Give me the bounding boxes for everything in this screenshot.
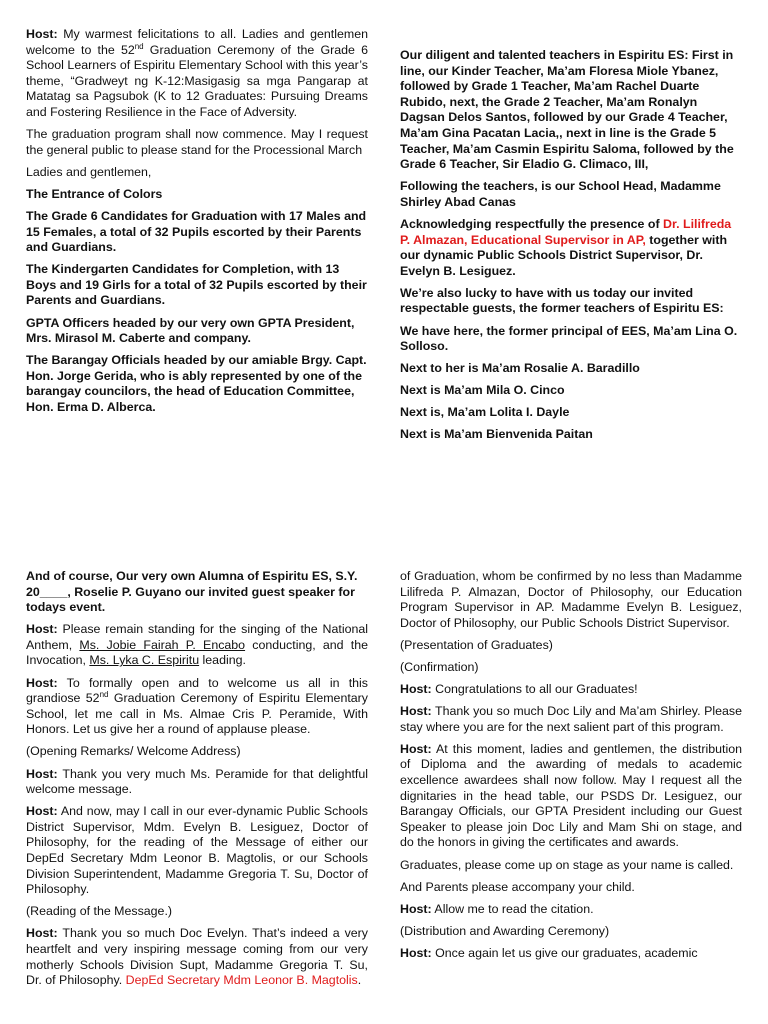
name-conductor: Ms. Jobie Fairah P. Encabo (79, 637, 246, 652)
paragraph-teachers: Our diligent and talented teachers in Espiritu ES: First in line, our Kinder Teacher, Ma’am Floresa Miole Ybanez, followed by Grade 1 Teacher, Ma’am Rachel Duarte Rubido, next, the Grade 2 Teacher, Ma’am Ronalyn Dagsan Delos Santos, followed by our Grade 4 Teacher, Ma’am Gina Pacatan Lacia,, next in line is the Grade 5 Teacher, Ma’am Casmin Espiritu Saloma, followed by the Grade 6 Teacher, Sir Eladio G. Climaco, III, (400, 48, 734, 172)
host-label: Host: (26, 926, 58, 941)
paragraph-congratulations: Host: Congratulations to all our Graduates! (400, 682, 638, 697)
paragraph-former-principal: We have here, the former principal of EES, Ma’am Lina O. Solloso. (400, 323, 738, 354)
paragraph-kinder-candidates: The Kindergarten Candidates for Completion, with 13 Boys and 19 Girls for a total of 32 Pupils escorted by their Parents and Guardians. (26, 262, 367, 308)
highlight-deped-secretary: DepEd Secretary Mdm Leonor B. Magtolis (125, 973, 358, 988)
host-label: Host: (400, 704, 432, 719)
paragraph-entrance-colors: The Entrance of Colors (26, 186, 163, 201)
paragraph-awarding-ceremony: (Distribution and Awarding Ceremony) (400, 923, 610, 938)
host-label: Host: (26, 675, 58, 690)
host-label: Host: (26, 804, 58, 819)
column-bottom-right (400, 569, 742, 968)
host-label: Host: (26, 766, 58, 781)
paragraph-distribution-diploma: Host: At this moment, ladies and gentlemen, the distribution of Diploma and the awarding of medals to academic excellence awardees shall now follow. May I request all the dignitaries in the head table, our PSDS Dr. Lesiguez, our Barangay Officials, our GPTA President including our Guest Speaker to please join Doc Lily and Mam Shi on stage, and do the honors in giving the certificates and awards. (400, 741, 742, 850)
paragraph-school-head: Following the teachers, is our School Head, Madamme Shirley Abad Canas (400, 179, 721, 209)
paragraph-thank-peramide: Host: Thank you very much Ms. Peramide for that delightful welcome message. (26, 766, 368, 797)
paragraph-come-up-stage: Graduates, please come up on stage as your name is called. (400, 857, 734, 872)
paragraph-thank-doc-lily: Host: Thank you so much Doc Lily and Ma’am Shirley. Please stay where you are for the next salient part of this program. (400, 704, 742, 734)
paragraph-parents-accompany: And Parents please accompany your child. (400, 879, 635, 894)
paragraph-acknowledging: Acknowledging respectfully the presence of Dr. Lilifreda P. Almazan, Educational Supervisor in AP, together with our dynamic Public Schools District Supervisor, Dr. Evelyn B. Lesiguez. (400, 216, 732, 278)
paragraph-dayle: Next is, Ma’am Lolita I. Dayle (400, 405, 570, 420)
paragraph-welcome: Host: My warmest felicitations to all. Ladies and gentlemen welcome to the 52nd Graduation Ceremony of the Grade 6 School Learners of Espiritu Elementary School with this year’s theme, “Gradweyt ng K-12:Masigasig sa mga Pangarap at Matatag sa Pagsubok (K to 12 Graduates: Pursuing Dreams and Fostering Resilience in the Face of Adversity. (26, 27, 368, 119)
paragraph-confirmed-by: of Graduation, whom be confirmed by no less than Madamme Lilifreda P. Almazan, Doctor of Philosophy, our Education Program Supervisor in AP. Madamme Evelyn B. Lesiguez, Doctor of Philosophy, our Public Schools District Supervisor. (400, 569, 742, 630)
paragraph-barangay-officials: The Barangay Officials headed by our amiable Brgy. Capt. Hon. Jorge Gerida, who is ably represented by one of the barangay councilors, the head of Education Committee, Hon. Erma D. Alberca. (26, 353, 367, 414)
paragraph-reading-message: (Reading of the Message.) (26, 904, 173, 919)
paragraph-program-commence: The graduation program shall now commence. May I request the general public to please stand for the Processional March (26, 127, 368, 157)
paragraph-opening-remarks: (Opening Remarks/ Welcome Address) (26, 744, 241, 759)
paragraph-gpta-officers: GPTA Officers headed by our very own GPTA President, Mrs. Mirasol M. Caberte and company. (26, 315, 355, 346)
paragraph-call-psds: Host: And now, may I call in our ever-dynamic Public Schools District Supervisor, Mdm. Evelyn B. Lesiguez, Doctor of Philosophy, for the reading of the Message of either our DepEd Secretary Mdm Leonor B. Magtolis, or our Schools Division Superintendent, Madamme Gregoria T. Su, Doctor of Philosophy. (26, 804, 368, 897)
paragraph-baradillo: Next to her is Ma’am Rosalie A. Baradillo (400, 361, 640, 376)
column-top-left (26, 27, 368, 422)
paragraph-ladies-gentlemen: Ladies and gentlemen, (26, 164, 152, 179)
paragraph-once-again: Host: Once again let us give our graduates, academic (400, 945, 698, 960)
host-label: Host: (400, 741, 432, 756)
host-label: Host: (26, 27, 58, 41)
name-invocation-leader: Ms. Lyka C. Espiritu (89, 653, 200, 668)
paragraph-cinco: Next is Ma’am Mila O. Cinco (400, 383, 565, 398)
paragraph-thank-evelyn: Host: Thank you so much Doc Evelyn. That’s indeed a very heartfelt and very inspiring message coming from our very motherly Schools Division Supt, Madamme Gregoria T. Su, Dr. of Philosophy. DepEd Secretary Mdm Leonor B. Magtolis. (26, 926, 368, 988)
paragraph-read-citation: Host: Allow me to read the citation. (400, 901, 594, 916)
paragraph-alumna-speaker: And of course, Our very own Alumna of Espiritu ES, S.Y. 20____, Roselie P. Guyano our invited guest speaker for todays event. (26, 569, 358, 615)
highlight-supervisor: Dr. Lilifreda P. Almazan, Educational Supervisor in AP, (400, 216, 732, 247)
host-label: Host: (400, 901, 432, 916)
host-label: Host: (400, 945, 432, 960)
paragraph-invited-guests: We’re also lucky to have with us today our invited respectable guests, the former teachers of Espiritu ES: (400, 285, 724, 316)
paragraph-opening-call: Host: To formally open and to welcome us all in this grandiose 52nd Graduation Ceremony of Espiritu Elementary School, let me call in Ms. Almae Cris P. Peramide, With Honors. Let us give her a round of applause please. (26, 675, 368, 737)
paragraph-national-anthem: Host: Please remain standing for the singing of the National Anthem, Ms. Jobie Fairah P. Encabo conducting, and the Invocation, Ms. Lyka C. Espiritu leading. (26, 622, 368, 668)
paragraph-confirmation: (Confirmation) (400, 659, 479, 674)
host-label: Host: (400, 682, 432, 697)
column-top-right (400, 48, 742, 450)
paragraph-presentation: (Presentation of Graduates) (400, 637, 553, 652)
paragraph-paitan: Next is Ma’am Bienvenida Paitan (400, 427, 593, 442)
paragraph-grade6-candidates: The Grade 6 Candidates for Graduation with 17 Males and 15 Females, a total of 32 Pupils escorted by their Parents and Guardians. (26, 208, 367, 255)
host-label: Host: (26, 622, 58, 637)
column-bottom-left (26, 569, 368, 995)
